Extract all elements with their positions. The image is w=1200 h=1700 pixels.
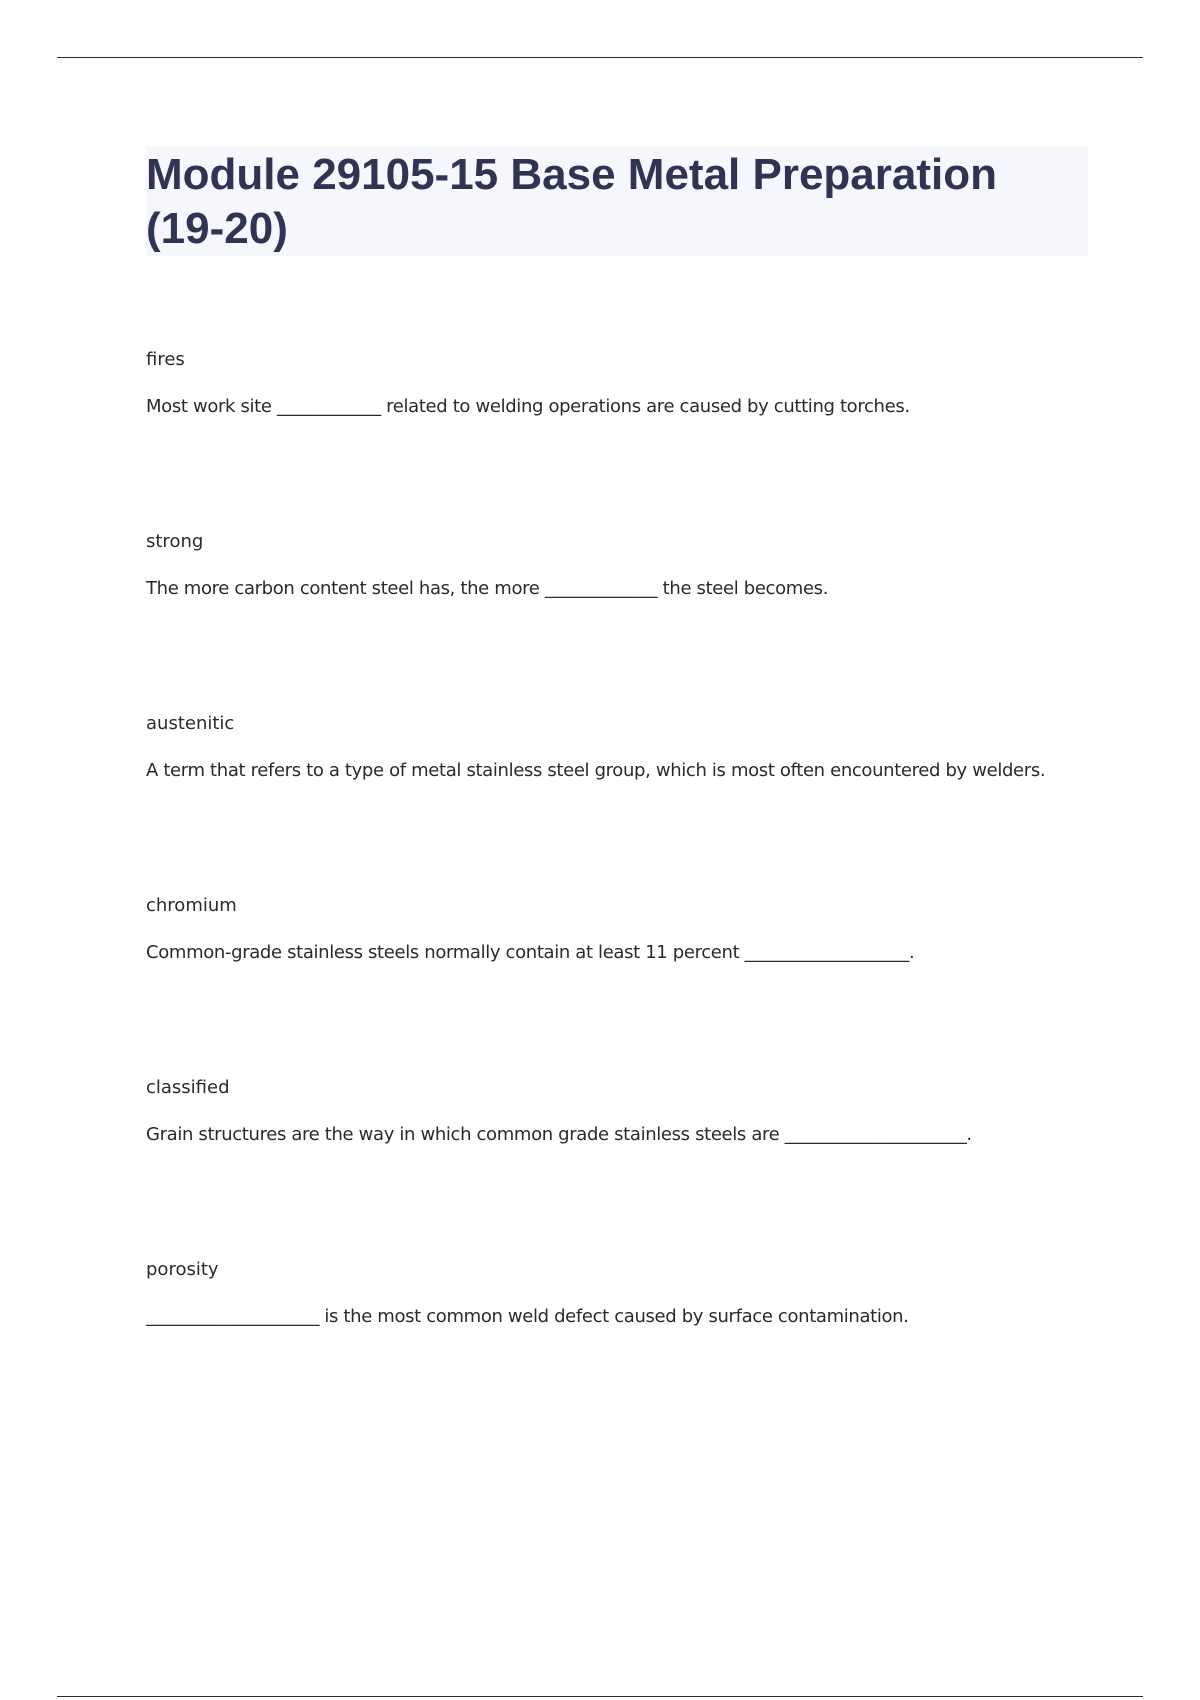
top-divider [57, 57, 1143, 58]
card-term: classified [146, 1077, 230, 1098]
card-definition: The more carbon content steel has, the more _____________ the steel becomes. [146, 578, 829, 599]
page-title: Module 29105-15 Base Metal Preparation (19-20) [146, 150, 997, 253]
card-term: strong [146, 531, 204, 552]
card-definition: Common-grade stainless steels normally contain at least 11 percent ___________________. [146, 942, 915, 963]
card-definition: ____________________ is the most common weld defect caused by surface contamination. [146, 1306, 909, 1327]
card-term: porosity [146, 1259, 219, 1280]
card-definition: Most work site ____________ related to welding operations are caused by cutting torches. [146, 396, 910, 417]
card-term: fires [146, 349, 185, 370]
card-definition: Grain structures are the way in which common grade stainless steels are _____________________. [146, 1124, 972, 1145]
card-term: austenitic [146, 713, 235, 734]
card-definition: A term that refers to a type of metal stainless steel group, which is most often encountered by welders. [146, 760, 1046, 781]
bottom-divider [57, 1696, 1143, 1697]
card-term: chromium [146, 895, 237, 916]
